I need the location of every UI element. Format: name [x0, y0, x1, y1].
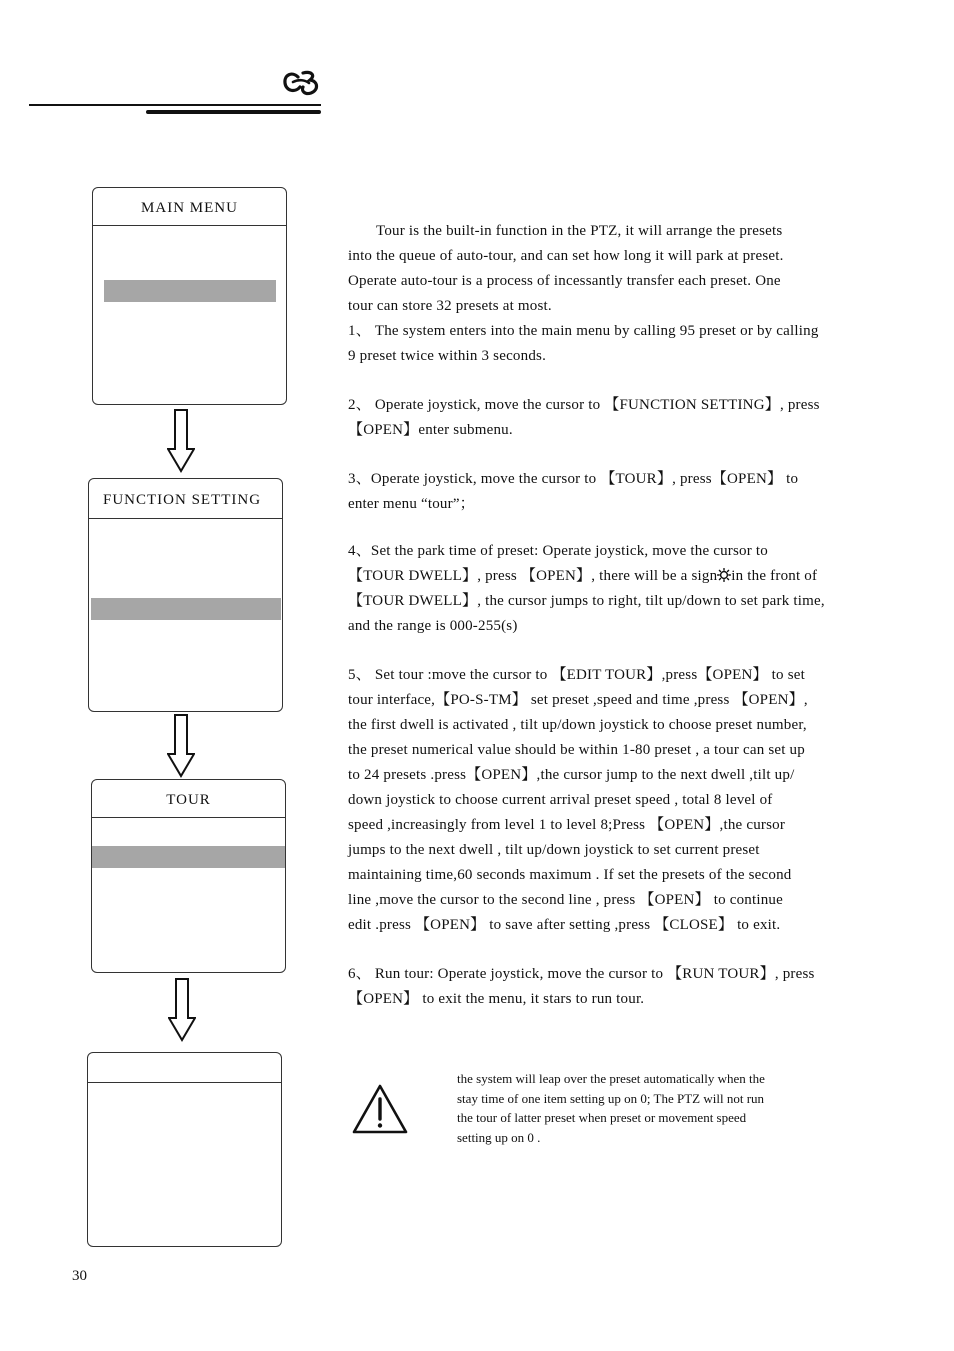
step-3-line: enter menu “tour”；: [348, 496, 475, 512]
tour-menu-title: TOUR: [92, 780, 285, 818]
instructions-body: [348, 219, 888, 1012]
step-4-text: in the front of: [731, 568, 818, 584]
step-1-line: 1、 The system enters into the main menu by calling 95 preset or by calling: [348, 323, 819, 339]
page-number: 30: [72, 1268, 87, 1284]
down-arrow-icon: [167, 714, 195, 778]
note-line: the system will leap over the preset automatically when the: [457, 1071, 765, 1086]
intro-line: Tour is the built-in function in the PTZ, it will arrange the presets: [376, 223, 783, 239]
step-1-line: 9 preset twice within 3 seconds.: [348, 348, 547, 364]
note-line: the tour of latter preset when preset or movement speed: [457, 1110, 747, 1125]
step-4-line: [348, 564, 888, 589]
step-5-line: maintaining time,60 seconds maximum . If set the presets of the second: [348, 867, 792, 883]
step-4-line: and the range is 000-255(s): [348, 618, 518, 634]
step-5-line: the first dwell is activated , tilt up/down joystick to choose preset number,: [348, 717, 807, 733]
sun-sign-icon: [717, 568, 731, 582]
main-menu-screen: [92, 187, 287, 405]
warning-triangle-icon: [352, 1083, 408, 1135]
intro-line: tour can store 32 presets at most.: [348, 298, 552, 314]
step-5-line: down joystick to choose current arrival preset speed , total 8 level of: [348, 792, 773, 808]
header-rule-bottom: [146, 110, 321, 114]
step-5-line: edit .press 【OPEN】 to save after setting ,press 【CLOSE】 to exit.: [348, 917, 781, 933]
tour-menu-screen: [91, 779, 286, 973]
main-menu-title: MAIN MENU: [93, 188, 286, 226]
step-5-line: 5、 Set tour :move the cursor to 【EDIT TOUR】,press【OPEN】 to set: [348, 667, 805, 683]
step-4-line: 【TOUR DWELL】, the cursor jumps to right, tilt up/down to set park time,: [348, 593, 825, 609]
note-line: stay time of one item setting up on 0; The PTZ will not run: [457, 1090, 765, 1106]
edit-tour-title: [88, 1053, 281, 1083]
step-2-line: 2、 Operate joystick, move the cursor to 【FUNCTION SETTING】, press: [348, 397, 820, 413]
step-4-line: 4、Set the park time of preset: Operate joystick, move the cursor to: [348, 543, 768, 559]
step-3-line: 3、Operate joystick, move the cursor to 【TOUR】, press【OPEN】 to: [348, 471, 799, 487]
step-5-line: the preset numerical value should be within 1-80 preset , a tour can set up: [348, 742, 805, 758]
edit-tour-screen: [87, 1052, 282, 1247]
function-setting-title: FUNCTION SETTING: [89, 479, 282, 519]
intro-line: Operate auto-tour is a process of incessantly transfer each preset. One: [348, 273, 781, 289]
tour-menu-cursor-highlight: [92, 846, 285, 868]
cs-monogram-icon: [281, 66, 323, 100]
note-line: setting up on 0 .: [457, 1129, 541, 1145]
down-arrow-icon: [167, 409, 195, 473]
step-5-line: to 24 presets .press【OPEN】,the cursor jump to the next dwell ,tilt up/: [348, 767, 795, 783]
step-2-line: 【OPEN】enter submenu.: [348, 422, 513, 438]
main-menu-cursor-highlight: [104, 280, 276, 302]
down-arrow-icon: [168, 978, 196, 1042]
function-setting-cursor-highlight: [91, 598, 281, 620]
step-5-line: tour interface,【PO-S-TM】 set preset ,speed and time ,press 【OPEN】,: [348, 692, 808, 708]
step-4-text: 【TOUR DWELL】, press 【OPEN】, there will be a sign: [348, 568, 718, 584]
warning-note: [457, 1069, 847, 1147]
header-rule-top: [29, 104, 321, 106]
step-5-line: speed ,increasingly from level 1 to level 8;Press 【OPEN】,the cursor: [348, 817, 786, 833]
step-6-line: 【OPEN】 to exit the menu, it stars to run tour.: [348, 991, 645, 1007]
step-5-line: line ,move the cursor to the second line , press 【OPEN】 to continue: [348, 892, 783, 908]
step-6-line: 6、 Run tour: Operate joystick, move the cursor to 【RUN TOUR】, press: [348, 966, 815, 982]
function-setting-screen: [88, 478, 283, 712]
step-5-line: jumps to the next dwell , tilt up/down joystick to set current preset: [348, 842, 760, 858]
intro-line: into the queue of auto-tour, and can set how long it will park at preset.: [348, 248, 784, 264]
